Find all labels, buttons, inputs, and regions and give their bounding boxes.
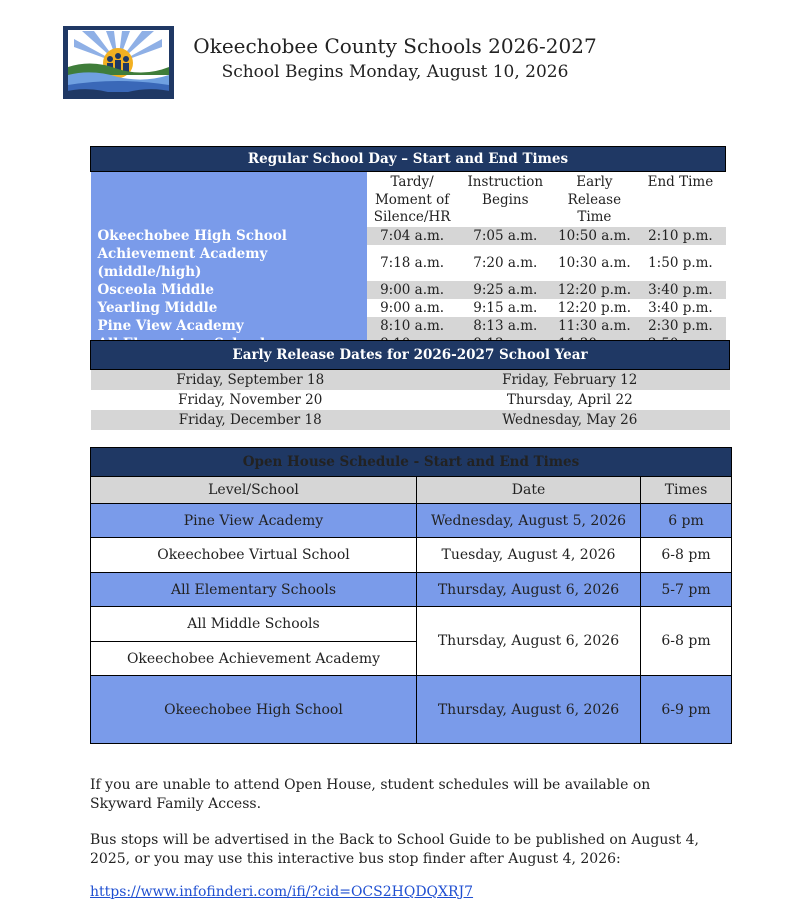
col-header-times: Times: [641, 477, 732, 504]
table-row: [91, 607, 732, 642]
early-release-banner: Early Release Dates for 2026-2027 School Year: [91, 341, 730, 370]
school-name: Achievement Academy (middle/high): [91, 245, 368, 281]
col-header-level-school: Level/School: [91, 477, 417, 504]
instruction-time: 9:25 a.m.: [457, 281, 553, 299]
open-house-banner: Open House Schedule - Start and End Times: [91, 448, 732, 477]
table-row: [91, 390, 730, 410]
end-time: 3:40 p.m.: [648, 299, 713, 316]
tardy-time: 9:00 a.m.: [380, 299, 445, 316]
early-release-date: Friday, December 18: [91, 410, 411, 430]
col-header-end-time: End Time: [647, 174, 714, 190]
school-name: Okeechobee Virtual School: [91, 538, 417, 573]
open-house-date: Thursday, August 6, 2026: [417, 607, 641, 676]
table-row: [91, 281, 726, 299]
table-row: [91, 504, 732, 538]
school-name: Okeechobee Achievement Academy: [91, 642, 417, 676]
document-title: Okeechobee County Schools 2026-2027: [193, 34, 597, 58]
school-name: All Middle Schools: [91, 607, 417, 642]
tardy-time: 8:10 a.m.: [367, 317, 457, 335]
open-house-times: 6-8 pm: [641, 538, 732, 573]
table-row: [91, 676, 732, 744]
open-house-times: 6-9 pm: [641, 676, 732, 744]
school-column-header: [91, 172, 368, 227]
col-header-date: Date: [417, 477, 641, 504]
table-row: [91, 370, 730, 391]
table-row: [91, 573, 732, 607]
instruction-time: 8:13 a.m.: [457, 317, 553, 335]
tardy-time: 7:04 a.m.: [367, 227, 457, 245]
tardy-time: 7:18 a.m.: [380, 254, 445, 271]
table-row: [91, 410, 730, 430]
early-release-time: 10:30 a.m.: [558, 254, 631, 271]
school-name: Pine View Academy: [91, 504, 417, 538]
open-house-note: If you are unable to attend Open House, student schedules will be available on Skyward Family Access.: [90, 777, 651, 812]
school-name: Okeechobee High School: [91, 227, 368, 245]
school-name: Okeechobee High School: [91, 676, 417, 744]
document-subtitle: School Begins Monday, August 10, 2026: [221, 62, 569, 82]
school-name: Osceola Middle: [91, 281, 368, 299]
instruction-time: 9:15 a.m.: [473, 299, 538, 316]
end-time: 2:30 p.m.: [635, 317, 725, 335]
instruction-time: 7:05 a.m.: [457, 227, 553, 245]
table-row: [91, 299, 726, 317]
early-release-time: 11:30 a.m.: [553, 317, 635, 335]
bus-stop-finder-link[interactable]: https://www.infofinderi.com/ifi/?cid=OCS2HQDQXRJ7: [90, 884, 474, 900]
early-release-time: 12:20 p.m.: [553, 281, 635, 299]
bus-stop-note: Bus stops will be advertised in the Back to School Guide to be published on August 4, 2025, or you may use this interactive bus stop finder after August 4, 2026:: [90, 832, 699, 867]
table-row: [91, 245, 726, 281]
early-release-time: 12:20 p.m.: [557, 299, 631, 316]
bell-schedule-table: [90, 146, 726, 353]
open-house-date: Wednesday, August 5, 2026: [417, 504, 641, 538]
early-release-date: Friday, February 12: [410, 370, 730, 391]
open-house-date: Thursday, August 6, 2026: [417, 676, 641, 744]
instruction-time: 7:20 a.m.: [473, 254, 538, 271]
open-house-date: Thursday, August 6, 2026: [417, 573, 641, 607]
open-house-date: Tuesday, August 4, 2026: [417, 538, 641, 573]
end-time: 3:40 p.m.: [635, 281, 725, 299]
table-row: [91, 538, 732, 573]
school-name: All Elementary Schools: [91, 573, 417, 607]
tardy-time: 9:00 a.m.: [367, 281, 457, 299]
early-release-date: Friday, November 20: [178, 392, 323, 408]
early-release-date: Friday, September 18: [91, 370, 411, 391]
col-header-early-release: Early Release Time: [567, 174, 622, 225]
col-header-instruction: Instruction Begins: [467, 174, 544, 208]
open-house-times: 5-7 pm: [641, 573, 732, 607]
early-release-table: [90, 340, 730, 430]
end-time: 1:50 p.m.: [648, 254, 713, 271]
table-row: [91, 227, 726, 245]
open-house-table: [90, 447, 732, 744]
school-name: Yearling Middle: [91, 299, 368, 317]
col-header-tardy: Tardy/ Moment of Silence/HR: [373, 174, 451, 225]
early-release-date: Wednesday, May 26: [410, 410, 730, 430]
bell-schedule-banner: Regular School Day – Start and End Times: [91, 147, 726, 172]
open-house-times: 6-8 pm: [641, 607, 732, 676]
school-name: Pine View Academy: [91, 317, 368, 335]
table-row: [91, 317, 726, 335]
open-house-times: 6 pm: [641, 504, 732, 538]
early-release-time: 10:50 a.m.: [553, 227, 635, 245]
early-release-date: Thursday, April 22: [506, 392, 633, 408]
district-logo: [62, 25, 175, 100]
end-time: 2:10 p.m.: [635, 227, 725, 245]
